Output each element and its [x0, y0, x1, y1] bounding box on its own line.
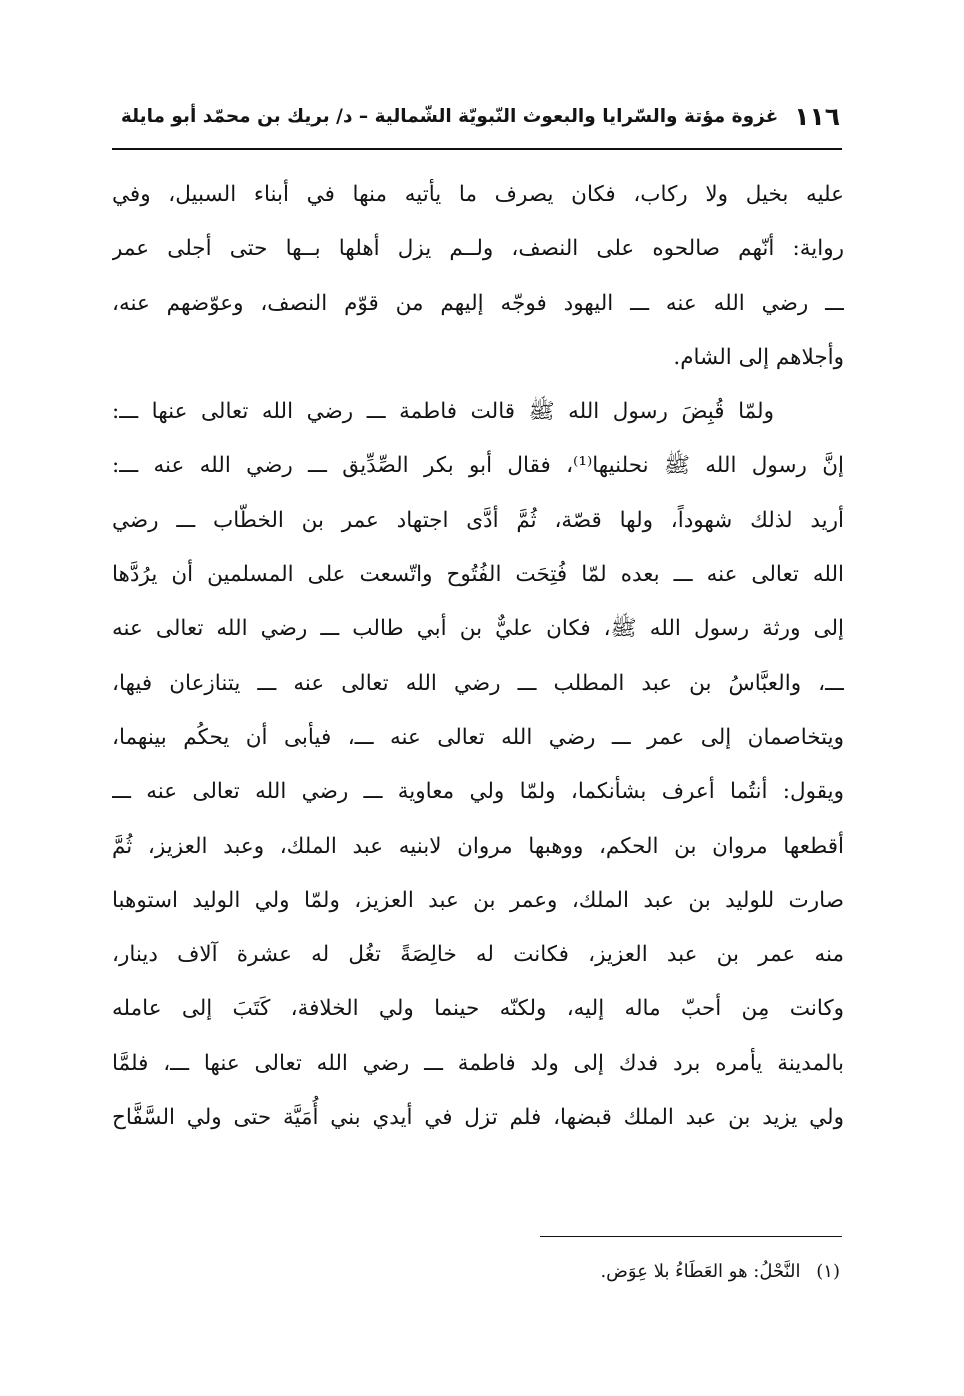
footnote: [340, 1252, 840, 1292]
text-line: أقطعها مروان بن الحكم، ووهبها مروان لابنيه عبد الملك، وعبد العزيز، ثُمَّ: [112, 833, 844, 859]
text-line: صارت للوليد بن عبد الملك، وعمر بن عبد العزيز، ولمّا ولي الوليد استوهبا: [112, 887, 844, 913]
text-line: ـــ، والعبَّاسُ بن عبد المطلب ـــ رضي الله تعالى عنه ـــ يتنازعان فيها،: [112, 670, 844, 696]
text-line: الله تعالى عنه ـــ بعده لمّا فُتِحَت الفُتُوح واتّسعت على المسلمين أن يرُدَّها: [112, 562, 844, 588]
body-text: [112, 168, 844, 1145]
text-line: عليه بخيل ولا ركاب، فكان يصرف ما يأتيه منها في أبناء السبيل، وفي: [112, 182, 844, 207]
text-line: إنَّ رسول الله ﷺ نحلنيها⁽¹⁾، فقال أبو بكر الصِّدِّيق ـــ رضي الله عنه ـــ:: [112, 453, 844, 479]
footnote-text: النَّحْلُ: هو العَطَاءُ بلا عِوَض.: [600, 1261, 801, 1282]
footnote-number: (١): [816, 1261, 840, 1282]
text-line: إلى ورثة رسول الله ﷺ، فكان عليٌّ بن أبي طالب ـــ رضي الله تعالى عنه: [112, 616, 844, 642]
text-line: ـــ رضي الله عنه ـــ اليهود فوجّه إليهم من قوّم النصف، وعوّضهم عنه،: [112, 290, 844, 316]
header-rule: [112, 148, 842, 150]
text-line: ويتخاصمان إلى عمر ـــ رضي الله تعالى عنه ـــ، فيأبى أن يحكُم بينهما،: [112, 724, 844, 750]
text-line: بالمدينة يأمره برد فدك إلى ولد فاطمة ـــ رضي الله تعالى عنها ـــ، فلمَّا: [112, 1050, 844, 1076]
text-line: ولي يزيد بن عبد الملك قبضها، فلم تزل في أيدي بني أُمَيَّة حتى ولي السَّفَّاح: [112, 1105, 844, 1131]
text-line: ويقول: أنتُما أعرف بشأنكما، ولمّا ولي معاوية ـــ رضي الله تعالى عنه ـــ: [112, 779, 844, 805]
text-line: ولمّا قُبِضَ رسول الله ﷺ قالت فاطمة ـــ رضي الله تعالى عنها ـــ:: [112, 399, 774, 425]
text-line: رواية: أنّهم صالحوه على النصف، ولــم يزل أهلها بــها حتى أجلى عمر: [112, 236, 844, 262]
running-title: غزوة مؤتة والسّرايا والبعوث النّبويّة الشّمالية – د/ بريك بن محمّد أبو مايلة: [120, 105, 779, 127]
text-line: منه عمر بن عبد العزيز، فكانت له خالِصَةً تغُل له عشرة آلاف دينار،: [112, 942, 844, 968]
running-header: [120, 92, 840, 140]
text-line: أريد لذلك شهوداً، ولها قصّة، ثُمَّ أدَّى اجتهاد عمر بن الخطّاب ـــ رضي: [112, 507, 844, 533]
page-number: ١١٦: [794, 101, 840, 131]
text-line: وأجلاهم إلى الشام.: [673, 344, 844, 370]
text-line: وكانت مِن أحبّ ماله إليه، ولكنّه حينما ولي الخلافة، كَتَبَ إلى عامله: [112, 996, 844, 1022]
footnote-rule: [540, 1236, 842, 1237]
